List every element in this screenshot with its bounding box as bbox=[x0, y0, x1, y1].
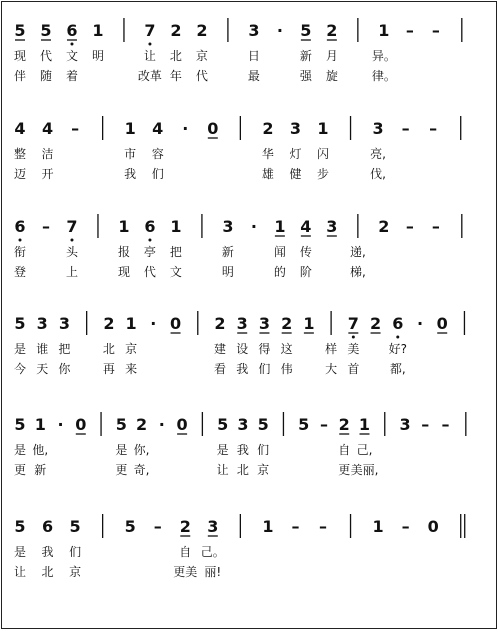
lyric-syllable: 亮, bbox=[370, 147, 386, 161]
note: – bbox=[319, 415, 328, 434]
note: – bbox=[401, 517, 410, 536]
note: 5 bbox=[115, 415, 127, 434]
note: 5 bbox=[298, 415, 310, 434]
lyric-syllable: 市 bbox=[124, 147, 137, 161]
score-system bbox=[14, 18, 462, 83]
lyric-syllable: 传 bbox=[299, 245, 312, 259]
note: 0 bbox=[207, 119, 219, 138]
lyric-syllable: 洁 bbox=[41, 147, 54, 161]
lyric-syllable: 京 bbox=[125, 342, 138, 356]
note: 5 bbox=[300, 21, 312, 40]
note: 3 bbox=[326, 217, 338, 236]
note: 1 bbox=[303, 314, 315, 333]
lyric-syllable: 再 bbox=[102, 362, 115, 376]
lyric-syllable: 日 bbox=[247, 49, 260, 63]
lyric-syllable: 来 bbox=[125, 362, 138, 376]
note: 3 bbox=[36, 314, 48, 333]
note: 5 bbox=[257, 415, 269, 434]
note: 5 bbox=[14, 21, 26, 40]
note: 2 bbox=[378, 217, 390, 236]
note: – bbox=[153, 517, 162, 536]
note: 2 bbox=[369, 314, 382, 333]
lyric-syllable: 伐, bbox=[370, 167, 386, 181]
lyric-syllable: 代 bbox=[39, 49, 52, 63]
note: 3 bbox=[207, 517, 219, 536]
lyric-syllable: 你, bbox=[133, 443, 150, 457]
lyric-syllable: 最 bbox=[247, 69, 260, 83]
lyric-syllable: 强 bbox=[299, 69, 312, 83]
lyric-syllable: 看 bbox=[213, 362, 227, 376]
note: 6 bbox=[14, 217, 26, 236]
note: – bbox=[405, 21, 414, 40]
lyric-syllable: 们 bbox=[69, 545, 82, 559]
lyric-syllable: 新 bbox=[34, 463, 47, 477]
lyric-syllable: 现 bbox=[117, 265, 130, 279]
lyric-syllable: 们 bbox=[258, 362, 271, 376]
note: 6 bbox=[41, 517, 54, 536]
note: – bbox=[405, 217, 414, 236]
note: 0 bbox=[176, 415, 188, 434]
note: – bbox=[429, 119, 438, 138]
lyric-syllable: 美丽, bbox=[350, 463, 379, 477]
lyric-syllable: 我 bbox=[41, 545, 54, 559]
lyric-syllable: 闻 bbox=[273, 245, 286, 259]
note: · bbox=[158, 415, 165, 434]
lyric-syllable: 是 bbox=[13, 443, 27, 457]
lower-octave-dot bbox=[70, 239, 73, 242]
score-system bbox=[14, 311, 464, 376]
lyric-syllable: 改革 bbox=[137, 69, 162, 83]
note: 1 bbox=[358, 415, 371, 434]
lyric-syllable: 递, bbox=[349, 245, 366, 259]
lyric-syllable: 己, bbox=[356, 443, 373, 457]
lyric-syllable: 京 bbox=[69, 565, 82, 579]
lyric-syllable: 新 bbox=[299, 49, 312, 63]
lower-octave-dot bbox=[148, 239, 151, 242]
lyric-syllable: 是 bbox=[13, 342, 27, 356]
lower-octave-dot bbox=[70, 43, 73, 46]
lyric-syllable: 京 bbox=[195, 49, 208, 63]
note: · bbox=[276, 21, 283, 40]
lyric-syllable: 建 bbox=[213, 342, 227, 356]
lyric-syllable: 开 bbox=[41, 167, 54, 181]
score-system bbox=[14, 214, 462, 279]
lyric-syllable: 代 bbox=[143, 265, 156, 279]
note: 3 bbox=[58, 314, 71, 333]
note: 2 bbox=[326, 21, 338, 40]
note: 5 bbox=[217, 415, 229, 434]
note: 2 bbox=[179, 517, 191, 536]
note: 2 bbox=[214, 314, 226, 333]
lyric-syllable: 我 bbox=[124, 167, 137, 181]
lyric-syllable: 上 bbox=[65, 265, 78, 279]
note: 2 bbox=[170, 21, 182, 40]
note: 5 bbox=[14, 517, 26, 536]
lyric-syllable: 这 bbox=[280, 342, 293, 356]
note: 1 bbox=[118, 217, 130, 236]
lyric-syllable: 让 bbox=[13, 565, 27, 579]
lyric-syllable: 好? bbox=[388, 342, 407, 356]
note: 7 bbox=[66, 217, 78, 236]
lyric-syllable: 头 bbox=[65, 245, 78, 259]
note: – bbox=[71, 119, 80, 138]
lyric-syllable: 让 bbox=[143, 49, 156, 63]
lyric-syllable: 登 bbox=[13, 265, 27, 279]
lyric-syllable: 明 bbox=[91, 49, 104, 63]
note: 2 bbox=[103, 314, 115, 333]
note: · bbox=[150, 314, 157, 333]
lyric-syllable: 奇, bbox=[133, 463, 150, 477]
lyric-syllable: 整 bbox=[13, 147, 27, 161]
lyric-syllable: 你 bbox=[58, 362, 71, 376]
lyric-syllable: 更 bbox=[115, 463, 128, 477]
lyric-syllable: 北 bbox=[169, 49, 182, 63]
lyric-syllable: 闪 bbox=[316, 147, 330, 161]
lyric-syllable: 北 bbox=[102, 342, 115, 356]
note: – bbox=[318, 517, 327, 536]
lyric-syllable: 京 bbox=[257, 463, 270, 477]
note: 2 bbox=[338, 415, 350, 434]
note: 6 bbox=[392, 314, 404, 333]
note: 0 bbox=[427, 517, 439, 536]
note: 1 bbox=[34, 415, 46, 434]
lyric-syllable: 代 bbox=[195, 69, 208, 83]
lyric-syllable: 天 bbox=[36, 362, 49, 376]
lyric-syllable: 更 bbox=[13, 463, 27, 477]
note: 3 bbox=[248, 21, 260, 40]
note: – bbox=[291, 517, 300, 536]
lyric-syllable: 让 bbox=[216, 463, 229, 477]
lyric-syllable: 美 bbox=[347, 342, 360, 356]
lyric-syllable: 伴 bbox=[13, 69, 27, 83]
note: · bbox=[57, 415, 64, 434]
lyric-syllable: 律。 bbox=[371, 69, 396, 83]
note: 1 bbox=[378, 21, 390, 40]
note: · bbox=[182, 119, 189, 138]
lyric-syllable: 容 bbox=[151, 147, 164, 161]
lyric-syllable: 我 bbox=[236, 362, 249, 376]
lyric-syllable: 阶 bbox=[299, 265, 312, 279]
lyric-syllable: 都, bbox=[389, 362, 406, 376]
lyric-syllable: 文 bbox=[65, 49, 78, 63]
lyric-syllable: 灯 bbox=[289, 147, 302, 161]
lyric-syllable: 我 bbox=[236, 443, 249, 457]
lyric-syllable: 着 bbox=[65, 69, 78, 83]
score-system bbox=[14, 514, 465, 579]
note: 2 bbox=[196, 21, 208, 40]
lyric-syllable: 北 bbox=[41, 565, 54, 579]
lyric-syllable: 随 bbox=[39, 69, 52, 83]
lyric-syllable: 是 bbox=[13, 545, 27, 559]
note: 6 bbox=[66, 21, 78, 40]
lyric-syllable: 设 bbox=[236, 342, 249, 356]
note: 3 bbox=[399, 415, 411, 434]
lyric-syllable: 样 bbox=[325, 342, 338, 356]
note: 5 bbox=[14, 314, 26, 333]
lyric-syllable: 更 bbox=[338, 463, 351, 477]
lyric-syllable: 步 bbox=[316, 167, 330, 181]
lyric-syllable: 得 bbox=[258, 342, 271, 356]
note: · bbox=[250, 217, 257, 236]
note: 6 bbox=[144, 217, 156, 236]
lyric-syllable: 己。 bbox=[200, 545, 225, 559]
note: – bbox=[401, 119, 410, 138]
note: 4 bbox=[152, 119, 164, 138]
lyric-syllable: 年 bbox=[169, 69, 182, 83]
lower-octave-dot bbox=[396, 336, 399, 339]
lyric-syllable: 新 bbox=[221, 245, 234, 259]
lyric-syllable: 明 bbox=[221, 265, 234, 279]
note: 7 bbox=[144, 21, 156, 40]
note: 5 bbox=[69, 517, 81, 536]
note: 1 bbox=[262, 517, 274, 536]
lyric-syllable: 健 bbox=[289, 167, 302, 181]
note: 5 bbox=[14, 415, 26, 434]
note: 2 bbox=[281, 314, 293, 333]
note: – bbox=[431, 217, 440, 236]
note: – bbox=[421, 415, 430, 434]
note: 5 bbox=[124, 517, 136, 536]
lyric-syllable: 谁 bbox=[36, 342, 49, 356]
lyric-syllable: 迈 bbox=[13, 167, 27, 181]
note: – bbox=[441, 415, 450, 434]
note: 3 bbox=[237, 415, 249, 434]
score-system bbox=[14, 116, 461, 181]
lyric-syllable: 们 bbox=[257, 443, 270, 457]
lyric-syllable: 是 bbox=[216, 443, 229, 457]
lyric-syllable: 丽! bbox=[204, 565, 222, 579]
note: 1 bbox=[274, 217, 286, 236]
lyric-syllable: 们 bbox=[151, 167, 164, 181]
lower-octave-dot bbox=[19, 239, 22, 242]
note: · bbox=[416, 314, 424, 333]
note: 1 bbox=[317, 119, 329, 138]
lyric-syllable: 华 bbox=[261, 147, 274, 161]
lyric-syllable: 的 bbox=[273, 265, 286, 279]
score-system bbox=[14, 412, 466, 477]
note: 0 bbox=[75, 415, 87, 434]
note: 7 bbox=[347, 314, 359, 333]
lyric-syllable: 今 bbox=[13, 362, 27, 376]
note: 1 bbox=[372, 517, 384, 536]
lyric-syllable: 更美 bbox=[173, 565, 198, 579]
lyric-syllable: 报 bbox=[117, 245, 130, 259]
lyric-syllable: 大 bbox=[325, 362, 338, 376]
lyric-syllable: 旋 bbox=[325, 69, 338, 83]
note: 2 bbox=[136, 415, 148, 434]
lyric-syllable: 自 bbox=[338, 443, 351, 457]
note: 3 bbox=[372, 119, 384, 138]
note: 1 bbox=[125, 314, 137, 333]
lyric-syllable: 月 bbox=[325, 49, 338, 63]
lower-octave-dot bbox=[148, 43, 151, 46]
lyric-syllable: 伟 bbox=[280, 362, 293, 376]
lyric-syllable: 现 bbox=[13, 49, 27, 63]
note: 3 bbox=[258, 314, 271, 333]
lyric-syllable: 北 bbox=[236, 463, 249, 477]
lyric-syllable: 把 bbox=[58, 342, 71, 356]
lyric-syllable: 亭 bbox=[143, 245, 156, 259]
lyric-syllable: 文 bbox=[169, 265, 182, 279]
note: 3 bbox=[236, 314, 248, 333]
note: 1 bbox=[170, 217, 182, 236]
lyric-syllable: 雄 bbox=[261, 167, 274, 181]
note: 5 bbox=[40, 21, 52, 40]
note: 2 bbox=[262, 119, 274, 138]
lyric-syllable: 把 bbox=[169, 245, 182, 259]
lower-octave-dot bbox=[352, 336, 355, 339]
lyric-syllable: 他, bbox=[32, 443, 49, 457]
lyric-syllable: 首 bbox=[347, 362, 360, 376]
note: 0 bbox=[436, 314, 448, 333]
note: – bbox=[41, 217, 50, 236]
lyric-syllable: 异。 bbox=[371, 49, 396, 63]
note: 4 bbox=[14, 119, 26, 138]
lyric-syllable: 自 bbox=[179, 545, 192, 559]
note: 1 bbox=[92, 21, 104, 40]
lyric-syllable: 梯, bbox=[349, 265, 366, 279]
note: 3 bbox=[222, 217, 234, 236]
lyric-syllable: 衔 bbox=[13, 245, 27, 259]
note: 3 bbox=[289, 119, 302, 138]
note: 4 bbox=[300, 217, 312, 236]
note: – bbox=[431, 21, 440, 40]
note: 1 bbox=[124, 119, 136, 138]
lyric-syllable: 是 bbox=[115, 443, 128, 457]
note: 4 bbox=[41, 119, 54, 138]
note: 0 bbox=[169, 314, 182, 333]
